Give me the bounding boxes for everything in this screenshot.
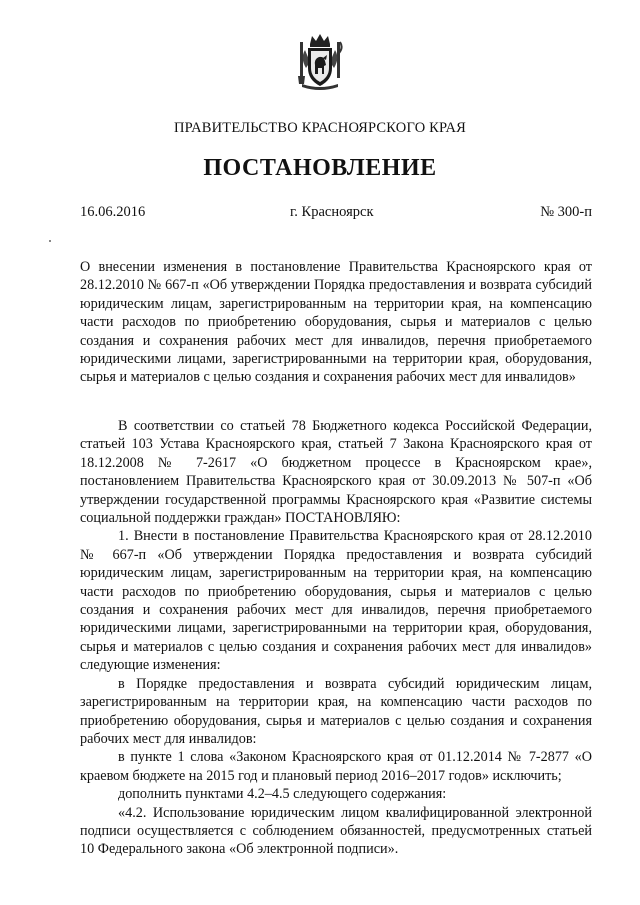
body-paragraph-5: дополнить пунктами 4.2–4.5 следующего содержания: — [118, 786, 447, 803]
document-city: г. Красноярск — [290, 204, 374, 220]
document-number: № 300-п — [540, 204, 592, 220]
document-type: ПОСТАНОВЛЕНИЕ — [203, 155, 437, 181]
body-paragraph-6: «4.2. Использование юридическим лицом квалифицированной электронной подписи осуществляется с соблюдением обязанностей, предусмотренных статьей 10 Федерального закона «Об электронной подписи». — [80, 804, 592, 858]
document-date: 16.06.2016 — [80, 204, 146, 220]
document-body — [80, 417, 592, 859]
document-title — [80, 258, 592, 387]
body-paragraph-4: в пункте 1 слова «Законом Красноярского края от 01.12.2014 № 7-2877 «О краевом бюджете на 2015 год и плановый период 2016–2017 годов» исключить; — [80, 749, 592, 784]
organization-name: ПРАВИТЕЛЬСТВО КРАСНОЯРСКОГО КРАЯ — [173, 120, 467, 136]
coat-of-arms-icon — [296, 32, 344, 90]
body-paragraph-3: в Порядке предоставления и возврата субсидий юридическим лицам, зарегистрированным на территории края, на компенсацию части расходов по приобретению оборудования, сырья и материалов с целью создания и сохранения рабочих мест для инвалидов: — [80, 675, 592, 747]
title-paragraph: О внесении изменения в постановление Правительства Красноярского края от 28.12.2010 № 667-п «Об утверждении Порядка предоставления и возврата субсидий юридическим лицам, зарегистрированным на территории края, на компенсацию части расходов по приобретению оборудования, сырья и материалов с целью создания и сохранения рабочих мест для инвалидов, перечня приобретаемого юридическими лицами, зарегистрированными на территории края, оборудования, сырья и материалов с целью создания и сохранения рабочих мест для инвалидов» — [80, 259, 592, 386]
body-paragraph-1: В соответствии со статьей 78 Бюджетного кодекса Российской Федерации, статьей 103 Устава Красноярского края, статьей 7 Закона Красноярского края от 18.12.2008 № 7-2617 «О бюджетном процессе в Красноярском крае», постановлением Правительства Красноярского края от 30.09.2013 № 507-п «Об утверждении государственной программы Красноярского края «Развитие системы социальной поддержки граждан» ПОСТАНОВЛЯЮ: — [80, 418, 592, 527]
body-paragraph-2: 1. Внести в постановление Правительства Красноярского края от 28.12.2010 № 667-п «Об утверждении Порядка предоставления и возврата субсидий юридическим лицам, зарегистрированным на территории края, на компенсацию части расходов по приобретению оборудования, сырья и материалов с целью создания и сохранения рабочих мест для инвалидов, перечня приобретаемого юридическими лицами, зарегистрированными на территории края, оборудования, сырья и материалов с целью создания и сохранения рабочих мест для инвалидов» следующие изменения: — [80, 528, 592, 674]
document-meta — [80, 204, 592, 222]
scan-dot — [49, 240, 51, 242]
